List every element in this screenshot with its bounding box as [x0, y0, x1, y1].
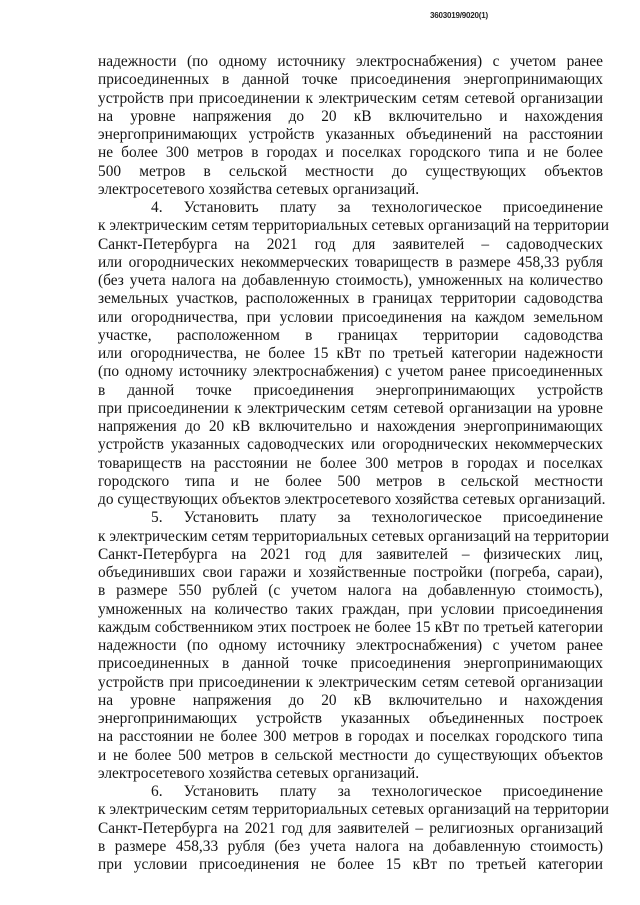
text-line: присоединенных в данной точке присоединения энергопринимающих [98, 71, 603, 89]
text-line: или огородничества, при условии присоединения на каждом земельном [98, 308, 603, 326]
text-line: в размере 458,33 рубля (без учета налога на добавленную стоимость) [98, 837, 603, 855]
text-line: 4. Установить плату за технологическое присоединение [151, 199, 603, 216]
text-line: к электрическим сетям территориальных сетевых организаций на территории [98, 217, 610, 235]
text-line: каждым собственником этих построек не более 15 кВт по третьей категории [98, 618, 603, 636]
text-line: напряжения до 20 кВ включительно и нахождения энергопринимающих [98, 418, 603, 435]
text-line: надежности (по одному источнику электроснабжения) с учетом ранее [98, 53, 603, 70]
text-line: на расстоянии не более 300 метров в городах и поселках городского типа [98, 728, 603, 746]
text-line: в данной точке присоединения энергопринимающих устройств [98, 381, 603, 399]
text-line: электросетевого хозяйства сетевых организаций. [98, 764, 420, 782]
text-line: объединивших свои гаражи и хозяйственные постройки (погреба, сараи), [98, 564, 603, 581]
text-line: энергопринимающих устройств указанных объединений на расстоянии [98, 126, 603, 143]
text-line: или огородничества, не более 15 кВт по третьей категории надежности [98, 345, 603, 362]
document-body [98, 53, 610, 874]
text-line: устройств при присоединении к электрическим сетям сетевой организации [98, 673, 603, 691]
text-line: устройств при присоединении к электрическим сетям сетевой организации [98, 89, 603, 107]
text-line: 500 метров в сельской местности до существующих объектов [98, 162, 603, 180]
text-line: на уровне напряжения до 20 кВ включительно и нахождения [98, 107, 603, 125]
text-line: городского типа и не более 500 метров в сельской местности [98, 472, 603, 490]
text-line: присоединенных в данной точке присоединения энергопринимающих [98, 655, 603, 673]
text-line: к электрическим сетям территориальных сетевых организаций на территории [98, 527, 610, 545]
text-line: или огороднических некоммерческих товариществ в размере 458,33 рубля [98, 253, 603, 271]
text-line: Санкт-Петербурга на 2021 год для заявителей – физических лиц, [98, 545, 603, 563]
text-line: Санкт-Петербурга на 2021 год для заявителей – садоводческих [98, 235, 603, 253]
text-line: к электрическим сетям территориальных сетевых организаций на территории [98, 801, 610, 819]
text-line: умноженных на количество таких граждан, при условии присоединения [98, 600, 603, 618]
text-line: участке, расположенном в границах территории садоводства [98, 326, 603, 344]
text-line: при присоединении к электрическим сетям сетевой организации на уровне [98, 399, 603, 417]
text-line: при условии присоединения не более 15 кВт по третьей категории [98, 856, 603, 873]
text-line: в размере 550 рублей (с учетом налога на добавленную стоимость), [98, 582, 603, 600]
text-line: устройств указанных садоводческих или огороднических некоммерческих [98, 436, 603, 454]
text-line: на уровне напряжения до 20 кВ включительно и нахождения [98, 691, 603, 709]
text-line: Санкт-Петербурга на 2021 год для заявителей – религиозных организаций [98, 819, 603, 837]
text-line: до существующих объектов электросетевого хозяйства сетевых организаций. [98, 491, 606, 508]
text-line: (без учета налога на добавленную стоимость), умноженных на количество [98, 272, 603, 289]
document-code: 3603019/9020(1) [430, 11, 488, 20]
text-line: и не более 500 метров в сельской местности до существующих объектов [98, 746, 603, 764]
text-line: товариществ на расстоянии не более 300 метров в городах и поселках [98, 454, 603, 472]
text-line: земельных участков, расположенных в границах территории садоводства [98, 290, 603, 308]
text-line: энергопринимающих устройств указанных объединенных построек [98, 710, 603, 727]
text-line: не более 300 метров в городах и поселках городского типа и не более [98, 144, 603, 162]
text-line: (по одному источнику электроснабжения) с учетом ранее присоединенных [98, 363, 603, 381]
text-line: 5. Установить плату за технологическое присоединение [151, 509, 603, 527]
text-line: надежности (по одному источнику электроснабжения) с учетом ранее [98, 637, 603, 654]
text-line: электросетевого хозяйства сетевых организаций. [98, 180, 420, 198]
text-line: 6. Установить плату за технологическое присоединение [151, 783, 603, 800]
